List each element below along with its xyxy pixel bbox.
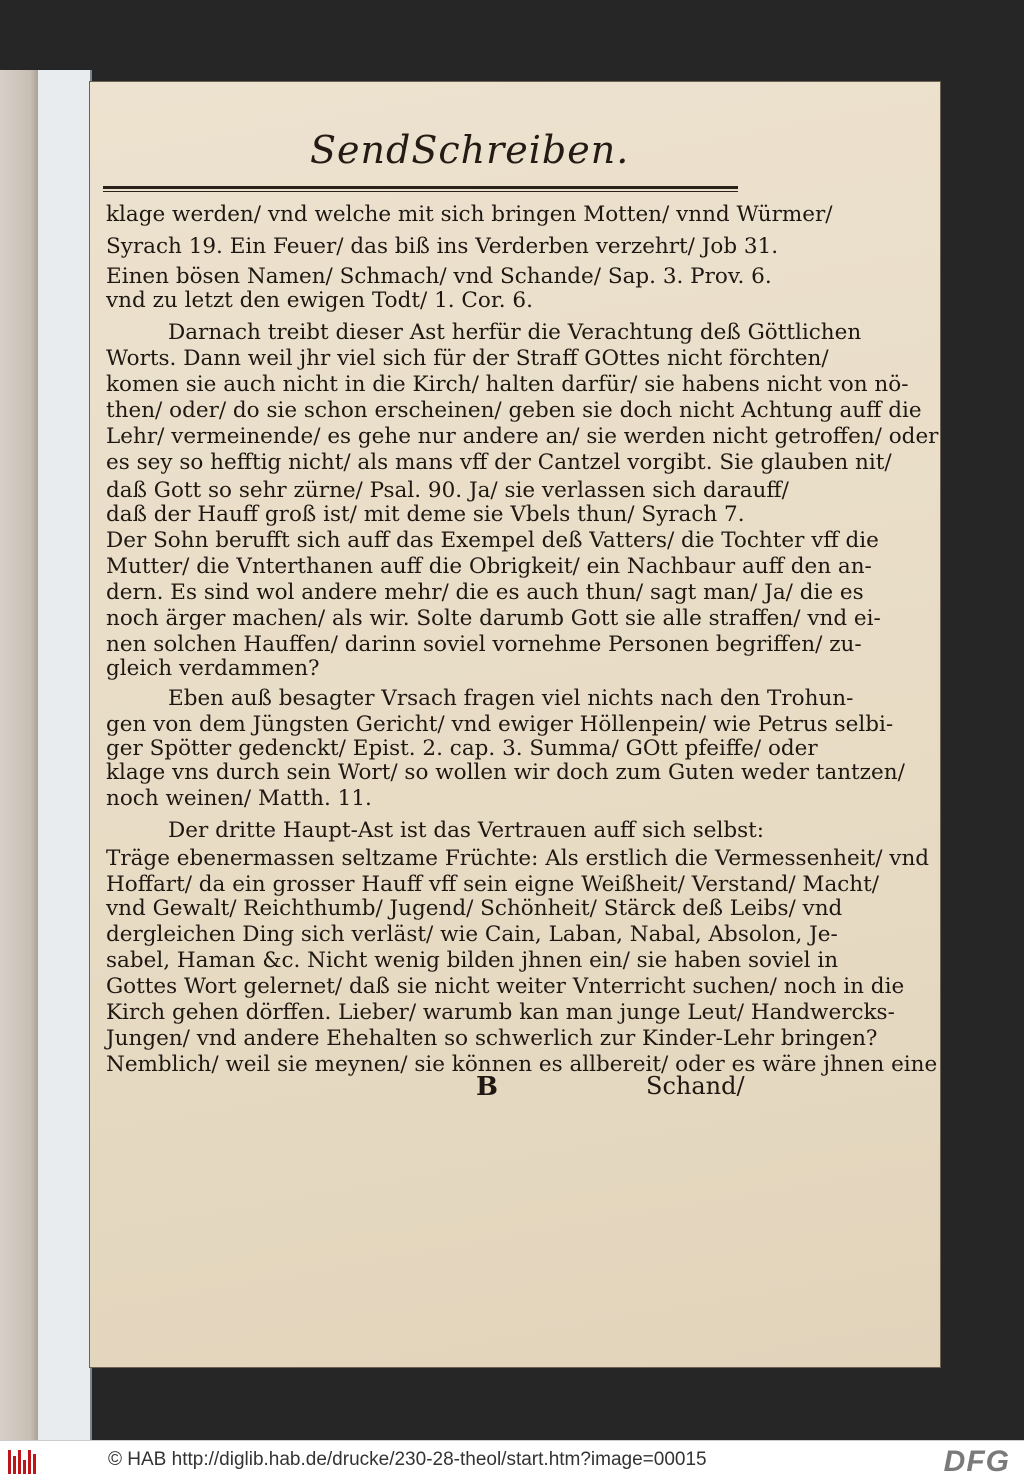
text-line: Hoffart/ da ein grosser Hauff vff sein eigne Weißheit/ Verstand/ Macht/ xyxy=(106,872,880,897)
text-line: Darnach treibt dieser Ast herfür die Verachtung deß Göttlichen xyxy=(168,320,862,345)
text-line: gen von dem Jüngsten Gericht/ vnd ewiger Höllenpein/ wie Petrus selbi- xyxy=(106,712,894,737)
text-line: daß Gott so sehr zürne/ Psal. 90. Ja/ sie verlassen sich darauff/ xyxy=(106,478,789,503)
text-line: nen solchen Hauffen/ darinn soviel vornehme Personen begriffen/ zu- xyxy=(106,632,862,657)
previous-page-edge xyxy=(0,70,39,1440)
library-logo-icon xyxy=(8,1450,40,1474)
text-line: Mutter/ die Vnterthanen auff die Obrigkeit/ ein Nachbaur auff den an- xyxy=(106,554,872,579)
text-line: es sey so hefftig nicht/ als mans vff der Cantzel vorgibt. Sie glauben nit/ xyxy=(106,450,892,475)
running-header: SendSchreiben. xyxy=(310,128,630,172)
footer-bar xyxy=(0,1440,1024,1483)
text-line: noch ärger machen/ als wir. Solte darumb Gott sie alle straffen/ vnd ei- xyxy=(106,606,881,631)
text-line: klage werden/ vnd welche mit sich bringen Motten/ vnnd Würmer/ xyxy=(106,202,833,227)
text-line: vnd Gewalt/ Reichthumb/ Jugend/ Schönheit/ Stärck deß Leibs/ vnd xyxy=(106,896,843,921)
text-line: noch weinen/ Matth. 11. xyxy=(106,786,372,811)
dfg-logo: DFG xyxy=(943,1445,1010,1478)
catchword: Schand/ xyxy=(646,1072,745,1100)
text-line: Eben auß besagter Vrsach fragen viel nichts nach den Trohun- xyxy=(168,686,854,711)
text-line: dergleichen Ding sich verläst/ wie Cain, Laban, Nabal, Absolon, Je- xyxy=(106,922,838,947)
text-line: komen sie auch nicht in die Kirch/ halten darfür/ sie habens nicht von nö- xyxy=(106,372,909,397)
text-line: daß der Hauff groß ist/ mit deme sie Vbels thun/ Syrach 7. xyxy=(106,502,745,527)
text-line: Syrach 19. Ein Feuer/ das biß ins Verderben verzehrt/ Job 31. xyxy=(106,234,779,259)
header-rule-thin xyxy=(103,191,738,192)
text-line: Gottes Wort gelernet/ daß sie nicht weiter Vnterricht suchen/ noch in die xyxy=(106,974,905,999)
text-line: gleich verdammen? xyxy=(106,656,320,681)
text-line: Der dritte Haupt-Ast ist das Vertrauen auff sich selbst: xyxy=(168,818,765,843)
text-line: then/ oder/ do sie schon erscheinen/ geben sie doch nicht Achtung auff die xyxy=(106,398,922,423)
header-rule xyxy=(103,186,738,189)
text-line: sabel, Haman &c. Nicht wenig bilden jhnen ein/ sie haben soviel in xyxy=(106,948,839,973)
text-line: klage vns durch sein Wort/ so wollen wir doch zum Guten weder tantzen/ xyxy=(106,760,905,785)
text-line: Jungen/ vnd andere Ehehalten so schwerlich zur Kinder-Lehr bringen? xyxy=(106,1026,878,1051)
text-line: Lehr/ vermeinende/ es gehe nur andere an/ sie werden nicht getroffen/ oder xyxy=(106,424,939,449)
signature-mark: B xyxy=(476,1072,498,1102)
binding-leaf xyxy=(38,70,92,1440)
copyright-link[interactable]: © HAB http://diglib.hab.de/drucke/230-28-theol/start.htm?image=00015 xyxy=(108,1449,707,1470)
text-line: Der Sohn berufft sich auff das Exempel deß Vatters/ die Tochter vff die xyxy=(106,528,879,553)
text-line: Worts. Dann weil jhr viel sich für der Straff GOttes nicht förchten/ xyxy=(106,346,829,371)
text-line: Kirch gehen dörffen. Lieber/ warumb kan man junge Leut/ Handwercks- xyxy=(106,1000,895,1025)
text-line: Träge ebenermassen seltzame Früchte: Als erstlich die Vermessenheit/ vnd xyxy=(106,846,930,871)
text-line: dern. Es sind wol andere mehr/ die es auch thun/ sagt man/ Ja/ die es xyxy=(106,580,864,605)
text-line: ger Spötter gedenckt/ Epist. 2. cap. 3. Summa/ GOtt pfeiffe/ oder xyxy=(106,736,818,761)
text-line: vnd zu letzt den ewigen Todt/ 1. Cor. 6. xyxy=(106,288,533,313)
text-line: Nemblich/ weil sie meynen/ sie können es allbereit/ oder es wäre jhnen eine xyxy=(106,1052,938,1077)
text-line: Einen bösen Namen/ Schmach/ vnd Schande/ Sap. 3. Prov. 6. xyxy=(106,264,772,289)
